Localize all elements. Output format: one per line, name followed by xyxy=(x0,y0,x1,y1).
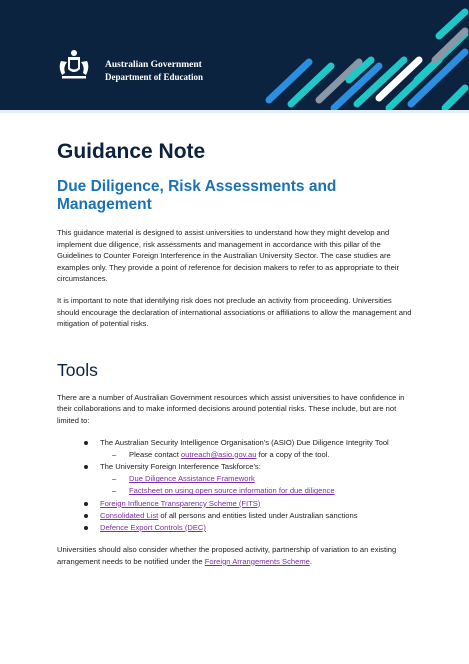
header-banner xyxy=(0,0,469,110)
closing-paragraph xyxy=(57,544,415,567)
consolidated-list-text: of all persons and entities listed under Australian sanctions xyxy=(158,510,358,520)
intro-paragraph-1: This guidance material is designed to assist universities to understand how they might develop and implement due diligence, risk assessments and management in accordance with this pillar of the Guidelines to Counter Foreign Interference in the Australian University Sector. The case studies are examples only. They provide a point of reference for decision makers to refer to as appropriate to their circumstances. xyxy=(57,228,400,284)
closing-text: Universities should also consider whether the proposed activity, partnership of variation to an existing arrangement needs to be notified under the xyxy=(57,545,397,566)
foreign-arrangements-link[interactable]: Foreign Arrangements Scheme xyxy=(204,556,310,566)
bullet-icon xyxy=(84,514,88,518)
due-diligence-framework-link[interactable]: Due Diligence Assistance Framework xyxy=(129,474,255,484)
government-wordmark xyxy=(105,59,203,83)
asio-contact-prefix: Please contact xyxy=(129,449,181,459)
decorative-stripes xyxy=(239,0,469,110)
tools-heading: Tools xyxy=(57,359,98,380)
dash-icon: – xyxy=(112,486,117,496)
bullet-icon xyxy=(84,526,88,530)
list-item xyxy=(84,510,415,522)
bullet-icon xyxy=(84,441,88,445)
ufit-sub-list xyxy=(100,473,415,497)
coat-of-arms-icon xyxy=(56,47,92,83)
list-item xyxy=(84,522,415,534)
bullet-icon xyxy=(84,465,88,469)
page-subtitle: Due Diligence, Risk Assessments and Management xyxy=(57,178,337,213)
header-rule xyxy=(0,110,469,113)
asio-sub-list xyxy=(100,449,415,461)
tools-intro-paragraph: There are a number of Australian Government resources which assist universities to have confidence in their collaborations and to make informed decisions around potential risks. These include, but are not limited to: xyxy=(57,392,405,425)
list-item xyxy=(84,461,415,498)
list-item xyxy=(112,449,415,461)
page-title: Guidance Note xyxy=(57,140,206,163)
list-item xyxy=(112,473,415,485)
bullet-icon xyxy=(84,502,88,506)
consolidated-list-link[interactable]: Consolidated List xyxy=(100,510,159,520)
asio-tool-text: The Australian Security Intelligence Organisation's (ASIO) Due Diligence Integrity Tool xyxy=(100,437,389,447)
closing-period: . xyxy=(309,556,312,566)
dash-icon: – xyxy=(112,449,117,459)
department-name: Department of Education xyxy=(105,72,203,82)
ufit-text: The University Foreign Interference Taskforce's: xyxy=(100,461,261,471)
document-body xyxy=(57,140,415,577)
list-item xyxy=(84,437,415,461)
tools-list xyxy=(57,437,415,535)
asio-contact-suffix: for a copy of the tool. xyxy=(256,449,330,459)
dash-icon: – xyxy=(112,474,117,484)
fits-link[interactable]: Foreign Influence Transparency Scheme (FITS) xyxy=(100,498,261,508)
government-name: Australian Government xyxy=(105,60,202,70)
list-item xyxy=(112,485,415,497)
list-item xyxy=(84,498,415,510)
asio-email-link[interactable]: outreach@asio.gov.au xyxy=(180,449,257,459)
open-source-factsheet-link[interactable]: Factsheet on using open source information for due diligence xyxy=(129,486,335,496)
intro-paragraph-2: It is important to note that identifying risk does not preclude an activity from proceeding. Universities should encourage the declaration of international associations or affiliations to allow the management and mitigation of potential risks. xyxy=(57,295,412,329)
dec-link[interactable]: Defence Export Controls (DEC) xyxy=(100,522,206,532)
